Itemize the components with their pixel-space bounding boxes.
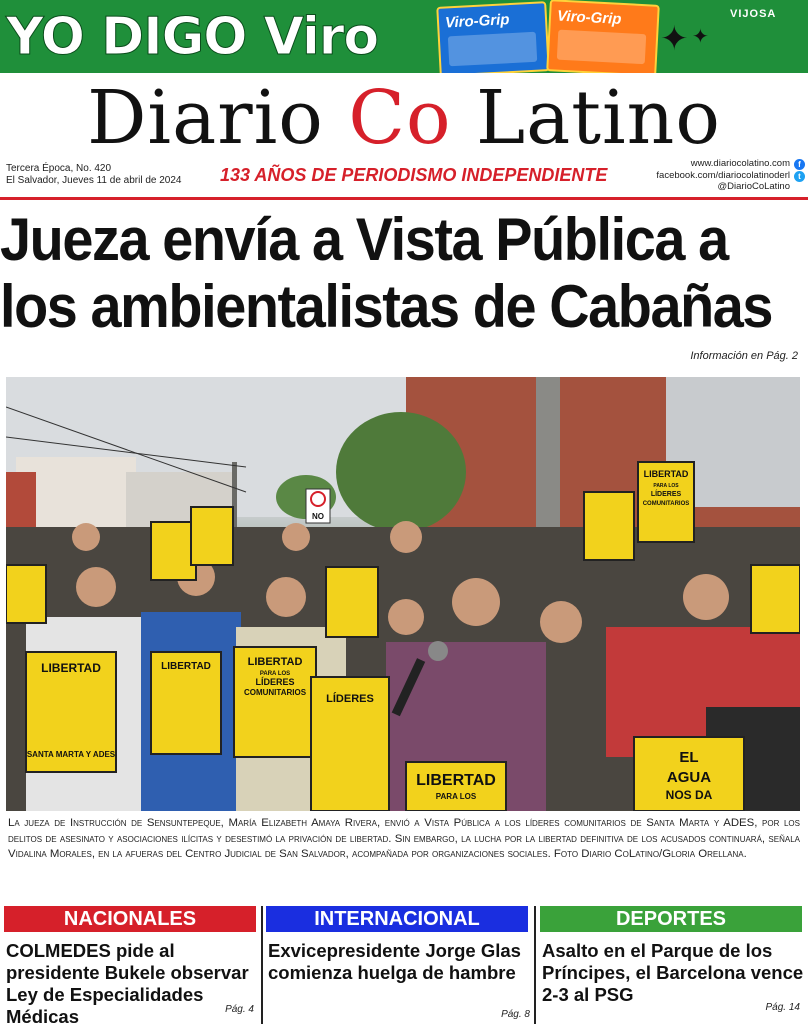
sign-text: EL — [679, 749, 699, 766]
facebook-icon[interactable]: f — [794, 159, 805, 170]
story-page-deportes: Pág. 14 — [765, 1002, 800, 1013]
ad-product-image — [436, 1, 550, 73]
section-label-internacional[interactable]: INTERNACIONAL — [266, 906, 528, 932]
column-divider — [534, 906, 536, 1024]
sign-text: LIBERTAD — [416, 772, 496, 789]
sign-text: PARA LOS — [653, 483, 679, 489]
ad-product-label: Viro-Grip — [444, 11, 510, 32]
section-label-nacionales[interactable]: NACIONALES — [4, 906, 256, 932]
lead-photo[interactable] — [6, 377, 800, 811]
edition-date: El Salvador, Jueves 11 de abril de 2024 — [6, 175, 182, 186]
ad-product-pack — [557, 30, 646, 65]
ad-product-image — [546, 0, 660, 73]
ad-banner[interactable] — [0, 0, 808, 73]
social-links — [600, 158, 790, 193]
sparkle-icon: ✦ — [692, 26, 709, 48]
edition-info — [6, 163, 182, 187]
story-headline-internacional[interactable]: Exvicepresidente Jorge Glas comienza huelga de hambre — [268, 940, 521, 983]
sign-text: LIBERTAD — [643, 469, 689, 479]
ad-product-label: Viro-Grip — [556, 7, 622, 28]
newspaper-logo[interactable] — [0, 73, 808, 163]
sign-text: COMUNITARIOS — [642, 501, 690, 507]
sign-text: SANTA MARTA Y ADES — [26, 750, 116, 759]
headline-line: Jueza envía a Vista Pública a — [0, 206, 728, 273]
twitter-icon[interactable]: t — [794, 171, 805, 182]
photo-caption: La jueza de Instrucción de Sensuntepeque, María Elizabeth Amaya Rivera, envió a Vista Pública a los líderes comunitarios de Santa Marta y ADES, por los delitos de asesinato y asociaciones ilícitas y desestimó la privación de libertad. Sin embargo, la lucha por la libertad definitiva de los acusados continuará, señala Vidalina Morales, en la afueras del Centro Judicial de San Salvador, acompañada por organizaciones sociales. Foto Diario CoLatino/Gloria Orellana. — [8, 817, 800, 860]
sign-text: AGUA — [666, 769, 712, 786]
sign-text: LIBERTAD — [161, 661, 211, 672]
masthead[interactable] — [0, 73, 808, 163]
ad-brand: VIJOSA — [730, 8, 777, 20]
facebook-link[interactable]: facebook.com/diariocolatinoderl — [656, 169, 790, 181]
story-headline-nacionales[interactable]: COLMEDES pide al presidente Bukele observar Ley de Especialidades Médicas — [6, 940, 249, 1027]
sign-text: COMUNITARIOS — [243, 688, 307, 697]
sign-text: LIBERTAD — [41, 661, 101, 675]
sparkle-icon: ✦ — [660, 20, 689, 58]
page-reference: Información en Pág. 2 — [690, 350, 798, 362]
ad-slogan: YO DIGO Viro — [6, 7, 379, 67]
logo-text-accent: Co — [348, 75, 452, 161]
sign-text: PARA LOS — [435, 792, 477, 801]
story-page-nacionales: Pág. 4 — [225, 1004, 254, 1015]
section-label-deportes[interactable]: DEPORTES — [540, 906, 802, 932]
tagline: 133 AÑOS DE PERIODISMO INDEPENDIENTE — [220, 165, 608, 185]
story-page-internacional: Pág. 8 — [501, 1009, 530, 1020]
column-divider — [261, 906, 263, 1024]
protest-photo-illustration — [6, 377, 800, 811]
lead-headline[interactable] — [0, 206, 773, 340]
story-headline-deportes[interactable]: Asalto en el Parque de los Príncipes, el Barcelona vence 2-3 al PSG — [542, 940, 804, 1005]
sign-text: NOS DA — [665, 788, 713, 802]
sign-text: LIBERTAD — [247, 656, 303, 668]
divider — [0, 197, 808, 200]
sign-text: PARA LOS — [259, 671, 291, 677]
social-icons — [794, 159, 806, 183]
sign-text: LÍDERES — [650, 491, 682, 498]
sign-text: LÍDERES — [255, 677, 295, 687]
website-link[interactable]: www.diariocolatino.com — [690, 158, 790, 169]
ad-product-pack — [448, 32, 537, 67]
headline-line: los ambientalistas de Cabañas — [0, 273, 773, 340]
edition-number: Tercera Época, No. 420 — [6, 163, 112, 174]
sign-text: LÍDERES — [326, 693, 374, 705]
street-sign-text: NO — [312, 512, 324, 521]
twitter-link[interactable]: @DiarioCoLatino — [717, 181, 790, 192]
logo-text: Diario — [87, 75, 349, 161]
logo-text: Latino — [451, 75, 721, 161]
